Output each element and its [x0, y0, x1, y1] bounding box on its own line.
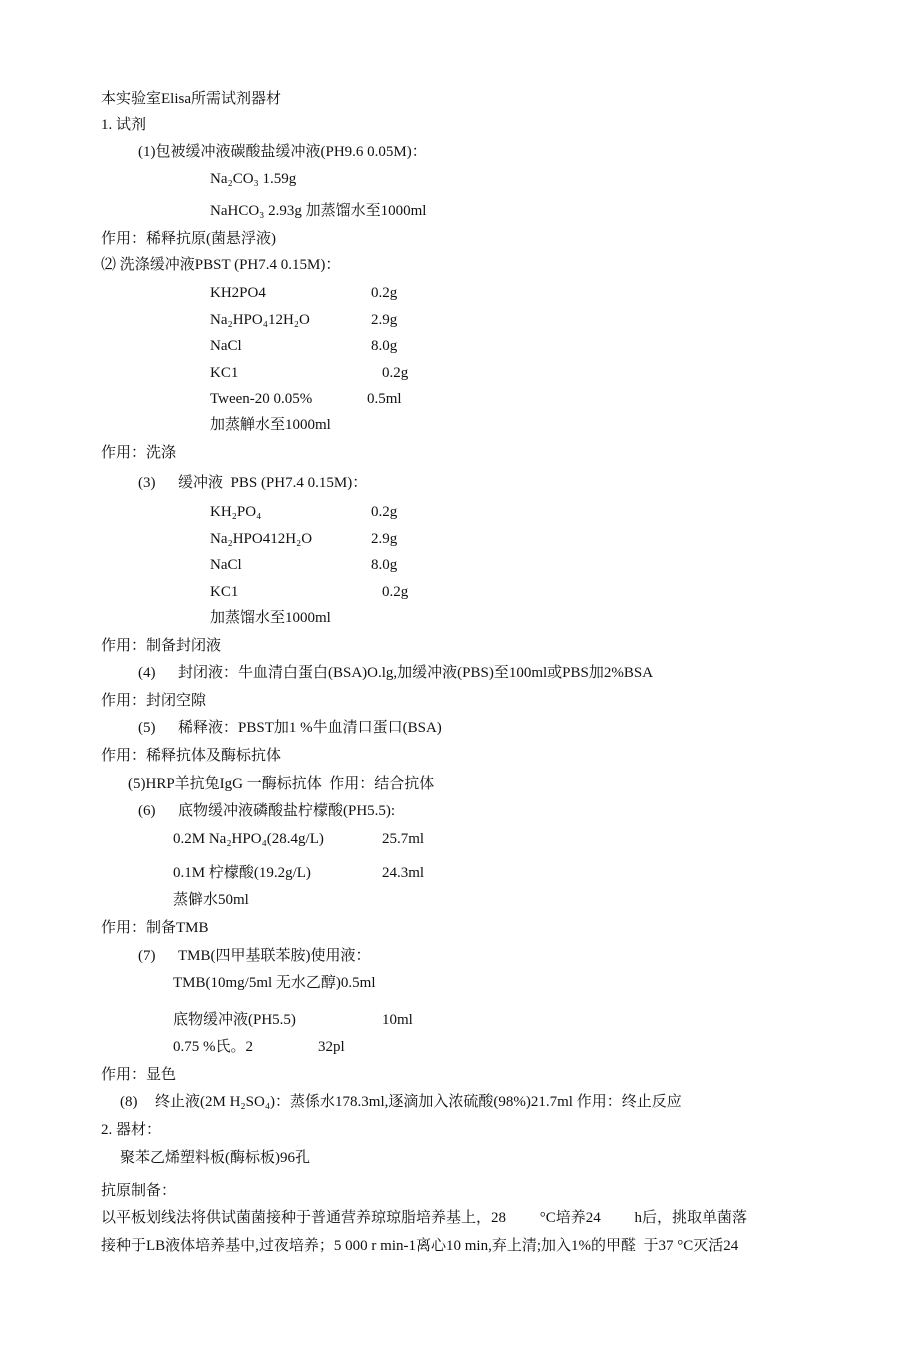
ingredient-name: KH₂PO₄	[210, 504, 262, 520]
reagent-footer: 蒸僻水50ml	[173, 892, 249, 908]
reagent-number: (4)	[138, 665, 156, 681]
equipment-item: 聚苯乙烯塑料板(酶标板)96孔	[120, 1150, 310, 1166]
reagent-text: (5)HRP羊抗兔IgG 一酶标抗体 作用：结合抗体	[128, 776, 435, 792]
ingredient-name: KC1	[210, 584, 239, 600]
ingredient-name: Na₂HPO412H₂O	[210, 531, 313, 547]
reagent-heading: ⑵ 洗涤缓冲液PBST (PH7.4 0.15M)：	[101, 257, 341, 273]
reagent-heading: (1)包被缓冲液碳酸盐缓冲液(PH9.6 0.05M)：	[138, 144, 427, 160]
reagent-number: (3)	[138, 475, 156, 491]
ingredient-amount: 2.9g	[371, 531, 398, 547]
section-heading-equipment: 2. 器材：	[101, 1122, 162, 1138]
ingredient-amount: 25.7ml	[382, 831, 425, 847]
reagent-text: 终止液(2M H₂SO₄)：蒸係水178.3ml,逐滴加入浓硫酸(98%)21.7ml 作用：终止反应	[155, 1094, 682, 1110]
reagent-use: 作用：制备TMB	[101, 920, 209, 936]
ingredient-name: NaCl	[210, 557, 242, 573]
paragraph-line: 接种于LB液体培养基中,过夜培养；5 000 r min-1离心10 min,弃上清;加入1%的甲醛 于37 °C灭活24	[101, 1238, 739, 1254]
reagent-item: Na₂CO₃ 1.59g	[210, 171, 297, 187]
reagent-number: (6)	[138, 803, 156, 819]
ingredient-amount: 24.3ml	[382, 865, 425, 881]
reagent-heading: 缓冲液 PBS (PH7.4 0.15M)：	[178, 475, 368, 491]
ingredient-name: 底物缓冲液(PH5.5)	[173, 1012, 296, 1028]
reagent-use: 作用：稀释抗原(菌悬浮液)	[101, 231, 276, 247]
reagent-number: (7)	[138, 948, 156, 964]
document-title: 本实验室Elisa所需试剂器材	[101, 91, 281, 107]
ingredient-name: 0.75 %氏。2	[173, 1039, 253, 1055]
ingredient-name: NaCl	[210, 338, 242, 354]
ingredient-name: KH2PO4	[210, 285, 266, 301]
reagent-text: 稀释液：PBST加1 %牛血清口蛋口(BSA)	[178, 720, 442, 736]
reagent-use: 作用：封闭空隙	[101, 693, 207, 709]
reagent-item: TMB(10mg/5ml 无水乙醇)0.5ml	[173, 975, 376, 991]
reagent-heading: 底物缓冲液磷酸盐柠檬酸(PH5.5):	[178, 803, 396, 819]
reagent-number: (8)	[120, 1094, 138, 1110]
ingredient-amount: 0.5ml	[367, 391, 402, 407]
section-heading-antigen: 抗原制备：	[101, 1183, 177, 1199]
reagent-use: 作用：洗涤	[101, 445, 177, 461]
ingredient-amount: 0.2g	[371, 504, 398, 520]
ingredient-name: 0.1M 柠檬酸(19.2g/L)	[173, 865, 311, 881]
reagent-item: NaHCO₃ 2.93g 加蒸馏水至1000ml	[210, 203, 427, 219]
reagent-use: 作用：稀释抗体及酶标抗体	[101, 748, 282, 764]
ingredient-amount: 8.0g	[371, 338, 398, 354]
reagent-footer: 加蒸觯水至1000ml	[210, 417, 331, 433]
ingredient-name: Na₂HPO₄12H₂O	[210, 312, 310, 328]
reagent-heading: TMB(四甲基联苯胺)使用液：	[178, 948, 371, 964]
reagent-use: 作用：显色	[101, 1067, 177, 1083]
reagent-footer: 加蒸馏水至1000ml	[210, 610, 331, 626]
ingredient-amount: 0.2g	[371, 285, 398, 301]
ingredient-amount: 0.2g	[382, 584, 409, 600]
ingredient-amount: 8.0g	[371, 557, 398, 573]
reagent-text: 封闭液：牛血清白蛋白(BSA)O.lg,加缓冲液(PBS)至100ml或PBS加2%BSA	[178, 665, 654, 681]
ingredient-amount: 32pl	[318, 1039, 345, 1055]
section-heading-reagents: 1. 试剂	[101, 117, 147, 133]
ingredient-amount: 0.2g	[382, 365, 409, 381]
ingredient-name: 0.2M Na₂HPO₄(28.4g/L)	[173, 831, 324, 847]
reagent-number: (5)	[138, 720, 156, 736]
paragraph-line: 以平板划线法将供试菌菌接种于普通营养琼琼脂培养基上，28 °C培养24 h后，挑取单菌落	[101, 1210, 748, 1226]
ingredient-amount: 10ml	[382, 1012, 413, 1028]
ingredient-amount: 2.9g	[371, 312, 398, 328]
ingredient-name: KC1	[210, 365, 239, 381]
reagent-use: 作用：制备封闭液	[101, 638, 222, 654]
ingredient-name: Tween-20 0.05%	[210, 391, 313, 407]
